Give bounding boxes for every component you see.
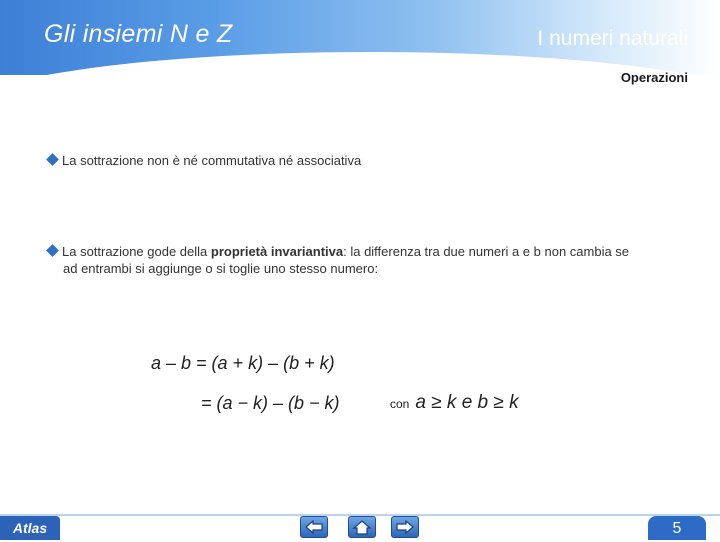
atlas-logo: Atlas: [0, 516, 60, 540]
forward-button[interactable]: [391, 516, 419, 538]
diamond-bullet-icon: [46, 153, 59, 166]
bullet-text: La sottrazione non è né commutativa né associativa: [62, 153, 362, 168]
diamond-bullet-icon: [46, 244, 59, 257]
condition-text: a ≥ k e b ≥ k: [415, 392, 519, 413]
header-wave: [0, 52, 720, 75]
bullet-text-bold: proprietà invariantiva: [210, 244, 344, 259]
page-number: 5: [648, 516, 706, 540]
home-icon: [352, 519, 372, 535]
topic-title: I numeri naturali: [537, 27, 688, 50]
back-button[interactable]: [300, 516, 328, 538]
bullet-item: [48, 152, 683, 169]
subtopic-title: Operazioni: [620, 70, 688, 85]
bullet-item: [48, 243, 683, 277]
formula-line-2: = (a − k) – (b − k): [201, 393, 340, 413]
formula-line-1: a – b = (a + k) – (b + k): [151, 353, 335, 373]
condition-label: con: [390, 397, 410, 411]
bullet-text-continuation: ad entrambi si aggiunge o si toglie uno stesso numero:: [63, 261, 379, 276]
formula-condition: [390, 392, 519, 414]
home-button[interactable]: [348, 516, 376, 538]
bullet-text-mid: : la differenza tra due numeri a e b non cambia se: [343, 244, 630, 259]
arrow-left-icon: [304, 519, 324, 535]
app-title: Gli insiemi N e Z: [44, 20, 233, 48]
arrow-right-icon: [395, 519, 415, 535]
bullet-text-pre: La sottrazione gode della: [62, 244, 211, 259]
